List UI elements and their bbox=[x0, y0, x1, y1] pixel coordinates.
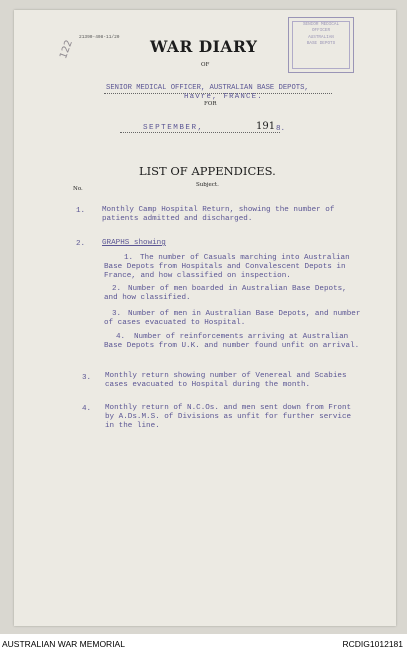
sub-item-text-line: Base Depots from Hospitals and Convalescent Depots in bbox=[104, 263, 346, 271]
sub-item-text-line: France, and how classified on inspection. bbox=[104, 272, 291, 280]
stamp-line: SENIOR MEDICAL bbox=[302, 22, 340, 27]
month-value: SEPTEMBER, bbox=[143, 124, 204, 132]
sub-item-text-line: Base Depots from U.K. and number found unfit on arrival. bbox=[104, 342, 360, 350]
unit-name-line2: Havre, FRANCE. bbox=[184, 93, 263, 101]
sub-item-number: 3. bbox=[112, 310, 122, 318]
of-label: OF bbox=[201, 62, 210, 68]
page-title: WAR DIARY bbox=[150, 37, 258, 56]
appendix-lead bbox=[102, 239, 166, 248]
appendix-number: 3. bbox=[82, 374, 92, 382]
sub-item-text-line: of cases evacuated to Hospital. bbox=[104, 319, 246, 327]
footer-archive-name: AUSTRALIAN WAR MEMORIAL bbox=[2, 639, 125, 649]
appendix-text-line: Monthly Camp Hospital Return, showing the number of bbox=[102, 206, 335, 214]
form-number: 21390-408-11/20 bbox=[79, 35, 120, 40]
sub-item-number: 1. bbox=[124, 254, 134, 262]
pencil-folio-number: 122 bbox=[58, 38, 75, 61]
sub-item-number: 2. bbox=[112, 285, 122, 293]
appendix-text-line: cases evacuated to Hospital during the month. bbox=[105, 381, 311, 389]
appendix-number: 4. bbox=[82, 405, 92, 413]
unit-stamp bbox=[288, 17, 354, 73]
sub-item-text-line: Number of men in Australian Base Depots, and number bbox=[128, 310, 361, 318]
unit-name-line1: SENIOR MEDICAL OFFICER, AUSTRALIAN BASE DEPOTS, bbox=[106, 84, 309, 92]
appendix-text-line: patients admitted and discharged. bbox=[102, 215, 253, 223]
stamp-line: AUSTRALIAN bbox=[308, 34, 334, 40]
appendices-heading: LIST OF APPENDICES. bbox=[139, 164, 276, 178]
appendix-number: 1. bbox=[76, 207, 86, 215]
year-typed: 8. bbox=[276, 125, 286, 133]
appendix-text-line: by A.Ds.M.S. of Divisions as unfit for further service bbox=[105, 413, 352, 421]
footer-record-id: RCDIG1012181 bbox=[342, 639, 403, 649]
graphs-word: GRAPHS showing bbox=[102, 239, 166, 247]
year-printed: 191 bbox=[256, 121, 276, 132]
appendix-text-line: Monthly return showing number of Venereal and Scabies bbox=[105, 372, 347, 380]
sub-item-text-line: and how classified. bbox=[104, 294, 191, 302]
column-subject-header: Subject. bbox=[196, 182, 219, 188]
for-label: FOR bbox=[204, 101, 217, 107]
sub-item-text-line: Number of reinforcements arriving at Australian bbox=[134, 333, 349, 341]
stamp-line: BASE DEPOTS bbox=[306, 40, 336, 46]
appendix-text-line: Monthly return of N.C.Os. and men sent down from Front bbox=[105, 404, 352, 412]
column-no-header: No. bbox=[73, 186, 83, 192]
sub-item-number: 4. bbox=[116, 333, 126, 341]
stamp-line: OFFICER bbox=[311, 28, 331, 34]
sub-item-text-line: The number of Casuals marching into Australian bbox=[140, 254, 350, 262]
sub-item-text-line: Number of men boarded in Australian Base Depots, bbox=[128, 285, 347, 293]
appendix-number: 2. bbox=[76, 240, 86, 248]
appendix-text-line: in the line. bbox=[105, 422, 160, 430]
